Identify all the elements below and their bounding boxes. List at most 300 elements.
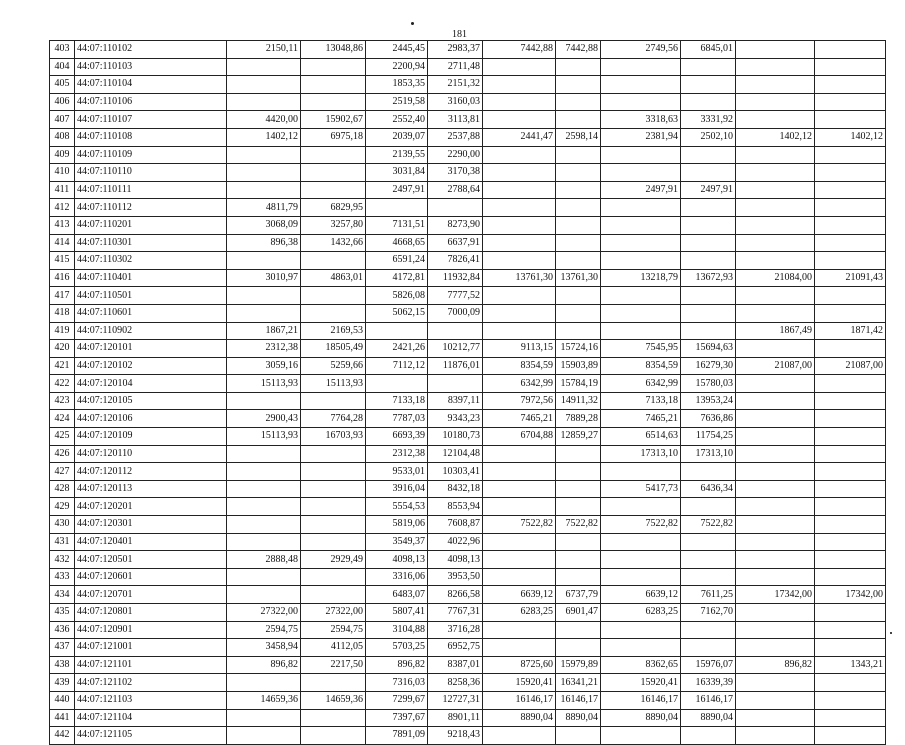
table-cell [556,252,601,270]
table-cell: 2169,53 [301,322,366,340]
table-row [50,727,886,745]
table-cell: 3104,88 [366,621,428,639]
table-row [50,58,886,76]
table-cell: 7316,03 [366,674,428,692]
table-cell: 6704,88 [483,428,556,446]
table-row [50,76,886,94]
table-cell: 430 [50,516,75,534]
table-cell: 3059,16 [227,357,301,375]
table-cell: 3458,94 [227,639,301,657]
table-cell: 21091,43 [815,269,886,287]
table-cell: 433 [50,568,75,586]
table-cell [428,322,483,340]
table-cell: 44:07:110103 [75,58,227,76]
table-cell [227,146,301,164]
table-cell: 13218,79 [601,269,681,287]
table-cell: 6342,99 [601,375,681,393]
table-row [50,480,886,498]
table-cell: 2598,14 [556,128,601,146]
table-cell: 16339,39 [681,674,736,692]
table-cell: 16341,21 [556,674,601,692]
table-cell: 44:07:120401 [75,533,227,551]
table-cell: 8273,90 [428,216,483,234]
table-cell [815,516,886,534]
table-cell: 2312,38 [366,445,428,463]
table-cell: 15113,93 [227,428,301,446]
table-cell: 6693,39 [366,428,428,446]
table-cell: 1343,21 [815,656,886,674]
table-cell [601,234,681,252]
table-cell: 8890,04 [556,709,601,727]
table-cell: 1871,42 [815,322,886,340]
table-cell [736,216,815,234]
table-cell: 44:07:120901 [75,621,227,639]
table-cell: 21087,00 [815,357,886,375]
table-cell: 1402,12 [815,128,886,146]
table-cell: 4098,13 [366,551,428,569]
table-cell [301,480,366,498]
table-cell: 9533,01 [366,463,428,481]
table-cell [815,428,886,446]
table-cell: 7764,28 [301,410,366,428]
table-cell [815,480,886,498]
table-cell: 6952,75 [428,639,483,657]
table-cell [815,639,886,657]
table-cell [227,93,301,111]
table-cell: 13761,30 [483,269,556,287]
table-cell: 896,82 [227,656,301,674]
table-cell: 44:07:120701 [75,586,227,604]
table-cell [556,58,601,76]
table-cell [483,111,556,129]
page-number: 181 [452,29,467,40]
table-cell [301,463,366,481]
table-cell [227,181,301,199]
table-cell: 44:07:120102 [75,357,227,375]
table-cell: 27322,00 [227,604,301,622]
table-cell [736,621,815,639]
table-row [50,128,886,146]
table-cell [815,164,886,182]
table-cell: 9113,15 [483,340,556,358]
table-row [50,691,886,709]
table-cell: 2888,48 [227,551,301,569]
table-cell [736,551,815,569]
table-cell: 8725,60 [483,656,556,674]
table-cell: 15920,41 [601,674,681,692]
table-cell [301,498,366,516]
table-cell: 21087,00 [736,357,815,375]
table-cell [301,181,366,199]
table-row [50,604,886,622]
table-cell: 16146,17 [483,691,556,709]
table-cell [556,568,601,586]
table-cell: 7545,95 [601,340,681,358]
table-cell [736,93,815,111]
table-cell [601,639,681,657]
table-cell: 407 [50,111,75,129]
table-cell: 2151,32 [428,76,483,94]
table-row [50,568,886,586]
table-cell: 414 [50,234,75,252]
table-cell [227,516,301,534]
table-cell: 406 [50,93,75,111]
table-cell: 3549,37 [366,533,428,551]
table-cell: 7889,28 [556,410,601,428]
table-cell [815,234,886,252]
table-cell [736,392,815,410]
table-cell: 14911,32 [556,392,601,410]
table-cell: 10180,73 [428,428,483,446]
table-cell: 6901,47 [556,604,601,622]
table-cell: 12104,48 [428,445,483,463]
table-cell [736,463,815,481]
table-cell [815,410,886,428]
table-cell [736,234,815,252]
table-cell [556,216,601,234]
table-cell: 434 [50,586,75,604]
table-cell [736,498,815,516]
table-cell: 3160,03 [428,93,483,111]
table-cell: 15694,63 [681,340,736,358]
table-cell: 438 [50,656,75,674]
table-cell [736,428,815,446]
table-cell: 6829,95 [301,199,366,217]
table-cell: 13953,24 [681,392,736,410]
table-cell: 12859,27 [556,428,601,446]
table-cell: 7777,52 [428,287,483,305]
table-cell [815,463,886,481]
table-cell: 27322,00 [301,604,366,622]
table-cell: 4022,96 [428,533,483,551]
table-cell: 7522,82 [681,516,736,534]
table-row [50,410,886,428]
table-cell [483,181,556,199]
table-cell: 15113,93 [301,375,366,393]
table-cell [681,252,736,270]
table-cell [301,76,366,94]
table-cell: 2788,64 [428,181,483,199]
table-cell [736,375,815,393]
table-row [50,551,886,569]
table-row [50,639,886,657]
table-cell: 2519,58 [366,93,428,111]
table-cell: 6639,12 [601,586,681,604]
table-cell [483,304,556,322]
table-cell: 44:07:120112 [75,463,227,481]
table-cell: 2445,45 [366,41,428,59]
table-cell [483,93,556,111]
table-cell [815,76,886,94]
table-cell: 422 [50,375,75,393]
table-cell [301,58,366,76]
table-cell [483,568,556,586]
table-cell: 2139,55 [366,146,428,164]
table-cell [601,164,681,182]
table-cell: 403 [50,41,75,59]
table-cell [301,709,366,727]
table-cell [556,498,601,516]
table-cell: 2200,94 [366,58,428,76]
table-cell: 7162,70 [681,604,736,622]
table-cell: 428 [50,480,75,498]
table-cell: 404 [50,58,75,76]
table-cell: 15903,89 [556,357,601,375]
table-cell: 8890,04 [483,709,556,727]
table-cell: 2749,56 [601,41,681,59]
table-cell [301,445,366,463]
table-cell: 44:07:120109 [75,428,227,446]
table-cell [227,709,301,727]
table-cell [681,164,736,182]
table-cell: 2150,11 [227,41,301,59]
table-cell [483,234,556,252]
table-cell [483,76,556,94]
table-row [50,428,886,446]
table-cell: 417 [50,287,75,305]
table-cell [227,445,301,463]
table-cell: 7131,51 [366,216,428,234]
table-cell [815,41,886,59]
table-cell: 441 [50,709,75,727]
table-cell [815,691,886,709]
table-cell: 15724,16 [556,340,601,358]
table-cell: 7767,31 [428,604,483,622]
table-cell: 3331,92 [681,111,736,129]
table-cell: 2290,00 [428,146,483,164]
table-row [50,252,886,270]
table-cell [736,533,815,551]
table-cell [815,568,886,586]
table-cell: 44:07:120105 [75,392,227,410]
table-cell: 11754,25 [681,428,736,446]
table-cell [815,93,886,111]
table-cell: 15920,41 [483,674,556,692]
table-cell [815,375,886,393]
table-cell: 409 [50,146,75,164]
table-cell [483,164,556,182]
table-cell: 8553,94 [428,498,483,516]
table-cell [301,674,366,692]
table-cell [736,674,815,692]
table-cell: 44:07:121101 [75,656,227,674]
table-cell [815,287,886,305]
table-cell [681,551,736,569]
table-cell [815,252,886,270]
table-cell [736,58,815,76]
table-cell: 44:07:121104 [75,709,227,727]
table-cell: 419 [50,322,75,340]
table-cell [815,498,886,516]
table-row [50,340,886,358]
table-cell: 2594,75 [301,621,366,639]
table-cell [301,392,366,410]
table-cell: 426 [50,445,75,463]
table-cell [601,93,681,111]
table-cell: 405 [50,76,75,94]
table-cell: 431 [50,533,75,551]
table-cell: 412 [50,199,75,217]
table-cell: 2421,26 [366,340,428,358]
table-cell: 2983,37 [428,41,483,59]
table-row [50,287,886,305]
table-cell: 420 [50,340,75,358]
table-cell [736,287,815,305]
table-cell: 8432,18 [428,480,483,498]
table-cell [301,533,366,551]
table-row [50,304,886,322]
table-cell: 44:07:110501 [75,287,227,305]
table-cell [556,287,601,305]
table-cell [483,463,556,481]
table-cell [601,463,681,481]
table-cell: 413 [50,216,75,234]
table-row [50,146,886,164]
table-cell [227,480,301,498]
table-row [50,181,886,199]
table-cell: 7522,82 [556,516,601,534]
table-cell: 411 [50,181,75,199]
table-cell: 896,82 [366,656,428,674]
table-cell: 7522,82 [601,516,681,534]
table-cell [301,568,366,586]
table-cell: 3257,80 [301,216,366,234]
table-cell: 44:07:120501 [75,551,227,569]
table-cell: 5819,06 [366,516,428,534]
table-cell: 7133,18 [366,392,428,410]
table-cell: 16146,17 [556,691,601,709]
table-cell [815,199,886,217]
table-row [50,674,886,692]
table-row [50,357,886,375]
table-cell: 4098,13 [428,551,483,569]
table-cell [601,287,681,305]
table-cell: 8901,11 [428,709,483,727]
table-cell: 2594,75 [227,621,301,639]
table-cell: 44:07:120301 [75,516,227,534]
table-cell: 421 [50,357,75,375]
table-cell: 415 [50,252,75,270]
table-cell [227,287,301,305]
table-row [50,621,886,639]
table-cell: 2312,38 [227,340,301,358]
table-cell: 424 [50,410,75,428]
table-cell: 44:07:120110 [75,445,227,463]
table-row [50,234,886,252]
table-row [50,164,886,182]
table-cell: 3113,81 [428,111,483,129]
table-cell [556,111,601,129]
table-cell [483,199,556,217]
table-cell [301,164,366,182]
table-cell: 7000,09 [428,304,483,322]
table-cell: 2441,47 [483,128,556,146]
table-cell: 10303,41 [428,463,483,481]
table-cell: 7972,56 [483,392,556,410]
table-cell: 2039,07 [366,128,428,146]
table-cell: 3068,09 [227,216,301,234]
table-cell: 440 [50,691,75,709]
table-cell [681,498,736,516]
table-cell [815,216,886,234]
table-cell [556,480,601,498]
table-cell: 6975,18 [301,128,366,146]
table-cell: 435 [50,604,75,622]
table-cell: 4112,05 [301,639,366,657]
table-cell: 44:07:121105 [75,727,227,745]
table-cell: 44:07:120101 [75,340,227,358]
table-cell [681,199,736,217]
table-cell [815,146,886,164]
table-cell [556,93,601,111]
table-cell: 6639,12 [483,586,556,604]
table-cell: 15976,07 [681,656,736,674]
table-cell: 44:07:110109 [75,146,227,164]
table-row [50,516,886,534]
table-cell [736,111,815,129]
table-cell: 3031,84 [366,164,428,182]
table-cell [227,674,301,692]
table-cell: 16146,17 [601,691,681,709]
table-cell: 423 [50,392,75,410]
table-cell [681,621,736,639]
table-cell [556,164,601,182]
table-cell [815,709,886,727]
table-cell: 7442,88 [556,41,601,59]
table-cell [601,304,681,322]
table-cell: 44:07:110110 [75,164,227,182]
table-cell: 1402,12 [736,128,815,146]
table-row [50,533,886,551]
table-cell: 3316,06 [366,568,428,586]
table-cell: 416 [50,269,75,287]
table-cell [483,445,556,463]
table-row [50,498,886,516]
table-cell: 8890,04 [681,709,736,727]
table-cell [556,551,601,569]
table-cell: 5826,08 [366,287,428,305]
table-cell [681,463,736,481]
table-cell: 7826,41 [428,252,483,270]
table-body [50,41,886,745]
table-row [50,216,886,234]
table-cell: 44:07:110601 [75,304,227,322]
table-cell: 429 [50,498,75,516]
table-cell [301,252,366,270]
table-cell [815,551,886,569]
table-cell: 17342,00 [736,586,815,604]
table-cell [681,58,736,76]
table-cell: 15902,67 [301,111,366,129]
table-cell [815,181,886,199]
table-cell [815,604,886,622]
table-cell [815,445,886,463]
table-cell: 44:07:120601 [75,568,227,586]
table-cell [301,304,366,322]
cadastral-value-table [49,40,886,745]
table-cell: 13672,93 [681,269,736,287]
table-cell: 4668,65 [366,234,428,252]
table-cell [681,304,736,322]
table-cell: 44:07:110102 [75,41,227,59]
table-cell: 436 [50,621,75,639]
table-cell: 11876,01 [428,357,483,375]
table-cell [736,146,815,164]
table-cell [815,621,886,639]
table-cell [736,41,815,59]
table-cell: 44:07:110108 [75,128,227,146]
table-cell [736,340,815,358]
